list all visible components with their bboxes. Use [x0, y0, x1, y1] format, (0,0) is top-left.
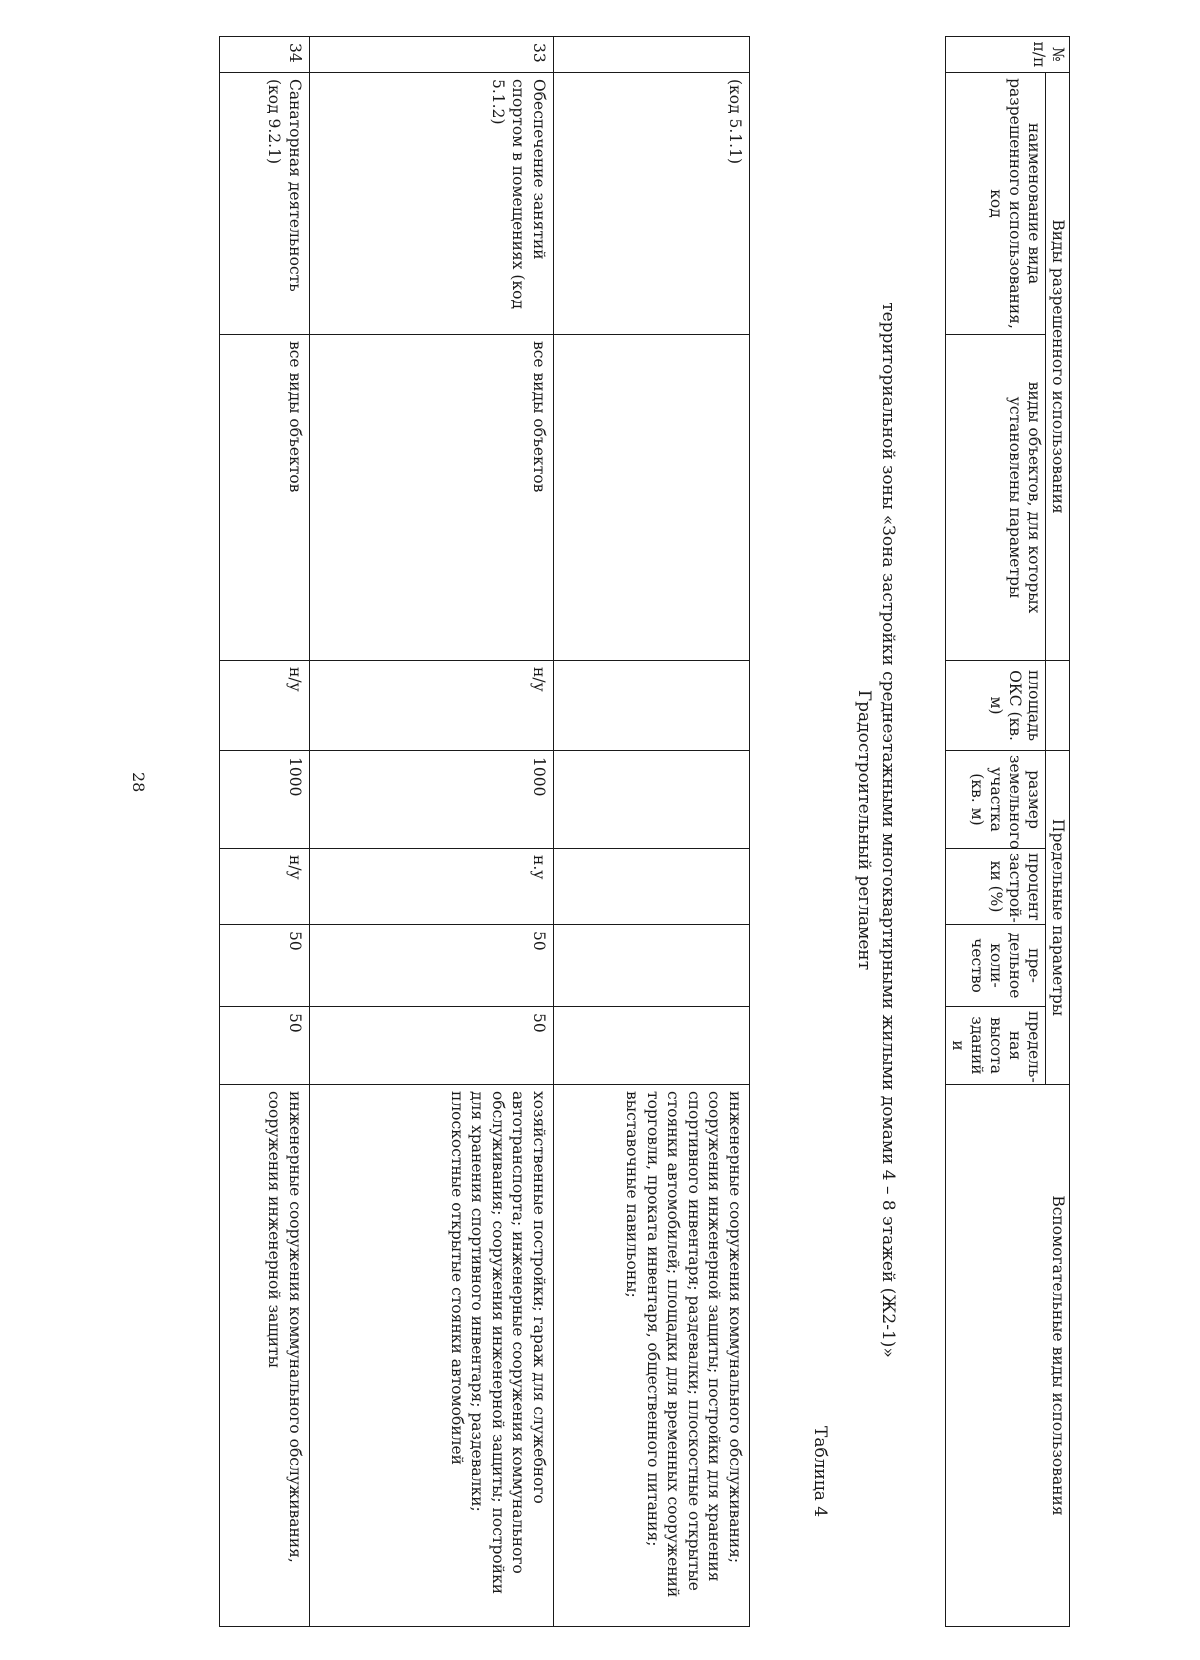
zone-title: территориальной зоны «Зона застройки среднеэтажными многоквартирными жилыми домами 4 – 8 этажей (Ж2-1)»	[878, 302, 898, 1358]
header-group-uses: Виды разрешенного использования	[1046, 73, 1070, 661]
header-height: предель-ная высота зданий и	[946, 1007, 1046, 1085]
cell-build-percent	[554, 849, 750, 925]
cell-area	[554, 661, 750, 751]
table-row	[554, 37, 750, 1627]
cell-object-types: все виды объектов	[310, 335, 554, 661]
cell-use-name: Санаторная деятельность (код 9.2.1)	[220, 73, 310, 335]
cell-build-percent: н/у	[220, 849, 310, 925]
table-label: Таблица 4	[810, 1426, 830, 1518]
cell-floors	[554, 925, 750, 1007]
cell-plot: 1000	[310, 751, 554, 849]
regulation-title: Градостроительный регламент	[854, 689, 874, 971]
page-number: 28	[129, 772, 148, 793]
cell-build-percent: н.у	[310, 849, 554, 925]
cell-object-types: все виды объектов	[220, 335, 310, 661]
cell-use-name: (код 5.1.1)	[554, 73, 750, 335]
header-object-types: виды объектов, для которых установлены параметры	[946, 335, 1046, 661]
header-aux: Вспомогательные виды использования	[946, 1085, 1070, 1627]
cell-area: н/у	[310, 661, 554, 751]
header-build-percent: процент застрой-ки (%)	[946, 849, 1046, 925]
cell-plot	[554, 751, 750, 849]
cell-use-name: Обеспечение занятий спортом в помещениях (код 5.1.2)	[310, 73, 554, 335]
cell-object-types	[554, 335, 750, 661]
cell-floors: 50	[220, 925, 310, 1007]
header-plot: размер земельного участка (кв. м)	[946, 751, 1046, 849]
table-row	[220, 37, 310, 1627]
header-num: № п/п	[946, 37, 1070, 73]
continuation-table	[219, 36, 750, 1627]
header-floors: пре-дельное коли-чество	[946, 925, 1046, 1007]
cell-num: 34	[220, 37, 310, 73]
table-4-header	[945, 36, 1070, 1627]
cell-area: н/у	[220, 661, 310, 751]
cell-floors: 50	[310, 925, 554, 1007]
header-area: площадь ОКС (кв. м)	[946, 661, 1046, 751]
cell-aux: инженерные сооружения коммунального обслуживания; сооружения инженерной защиты; постройки для хранения спортивного инвентаря; раздевалки; плоскостные открытые стоянки автомобилей; площадки для временных сооружений торговли, проката инвентаря, общественного питания; выставочные павильоны;	[554, 1085, 750, 1627]
cell-num	[554, 37, 750, 73]
cell-aux: инженерные сооружения коммунального обслуживания, сооружения инженерной защиты	[220, 1085, 310, 1627]
header-area-top	[1046, 661, 1070, 751]
cell-aux: хозяйственные постройки; гараж для служебного автотранспорта; инженерные сооружения коммунального обслуживания; сооружения инженерной защиты; постройки для хранения спортивного инвентаря; раздевалки; плоскостные открытые стоянки автомобилей	[310, 1085, 554, 1627]
header-use-name: наименование вида разрешенного использования, код	[946, 73, 1046, 335]
header-group-params: Предельные параметры	[1046, 751, 1070, 1085]
cell-height: 50	[220, 1007, 310, 1085]
table-row	[310, 37, 554, 1627]
cell-height	[554, 1007, 750, 1085]
header-row-group	[1046, 37, 1070, 1627]
cell-plot: 1000	[220, 751, 310, 849]
cell-num: 33	[310, 37, 554, 73]
cell-height: 50	[310, 1007, 554, 1085]
